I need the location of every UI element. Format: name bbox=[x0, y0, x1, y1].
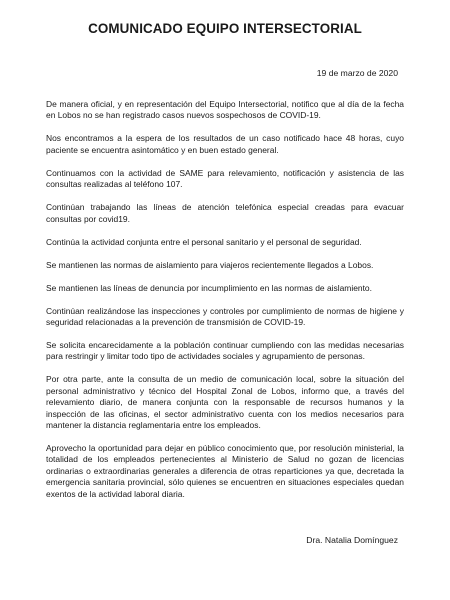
paragraph-7: Se mantienen las líneas de denuncia por incumplimiento en las normas de aislamiento. bbox=[46, 282, 372, 293]
paragraph-2: Nos encontramos a la espera de los resultados de un caso notificado hace 48 horas, cuyo paciente se encuentra asintomático y en buen estado general. bbox=[46, 133, 404, 155]
paragraph-9: Se solicita encarecidamente a la población continuar cumpliendo con las medidas necesarias para restringir y limitar todo tipo de actividades sociales y agrupamiento de personas. bbox=[46, 340, 404, 362]
paragraph-1: De manera oficial, y en representación del Equipo Intersectorial, notifico que al día de la fecha en Lobos no se han registrado casos nuevos sospechosos de COVID-19. bbox=[46, 99, 404, 121]
document-date: 19 de marzo de 2020 bbox=[316, 68, 398, 78]
title-rest: EQUIPO INTERSECTORIAL bbox=[182, 21, 362, 36]
title-bold: COMUNICADO bbox=[88, 21, 183, 36]
paragraph-6: Se mantienen las normas de aislamiento para viajeros recientemente llegados a Lobos. bbox=[46, 259, 374, 270]
document-body bbox=[46, 99, 404, 500]
paragraph-4: Continúan trabajando las líneas de atención telefónica especial creadas para evacuar consultas por covid19. bbox=[46, 202, 404, 224]
paragraph-3: Continuamos con la actividad de SAME para relevamiento, notificación y asistencia de las consultas realizadas al teléfono 107. bbox=[46, 167, 404, 190]
document-title bbox=[46, 20, 404, 37]
paragraph-10: Por otra parte, ante la consulta de un medio de comunicación local, sobre la situación del personal administrativo y técnico del Hospital Zonal de Lobos, informo que, a través del relevamiento diario, de manera conjunta con la responsable de recursos humanos y la inspección de las oficinas, el sector administrativo cuenta con los medios necesarios para mantener la distancia reglamentaria entre los empleados. bbox=[46, 374, 404, 431]
paragraph-8: Continúan realizándose las inspecciones y controles por cumplimiento de normas de higiene y seguridad relacionadas a la prevención de transmisión de COVID-19. bbox=[46, 305, 404, 328]
paragraph-5: Continúa la actividad conjunta entre el personal sanitario y el personal de seguridad. bbox=[46, 236, 362, 247]
signature: Dra. Natalia Domínguez bbox=[306, 535, 398, 546]
paragraph-11: Aprovecho la oportunidad para dejar en público conocimiento que, por resolución ministerial, la totalidad de los empleados pertenecientes al Ministerio de Salud no gozan de licencias ordinarias o extraordinarias generales a diferencia de otras reparticiones ya que, decretada la emergencia sanitaria provincial, sólo quienes se encuentren en situaciones especiales quedan exentos de la actividad laboral diaria. bbox=[46, 443, 404, 499]
